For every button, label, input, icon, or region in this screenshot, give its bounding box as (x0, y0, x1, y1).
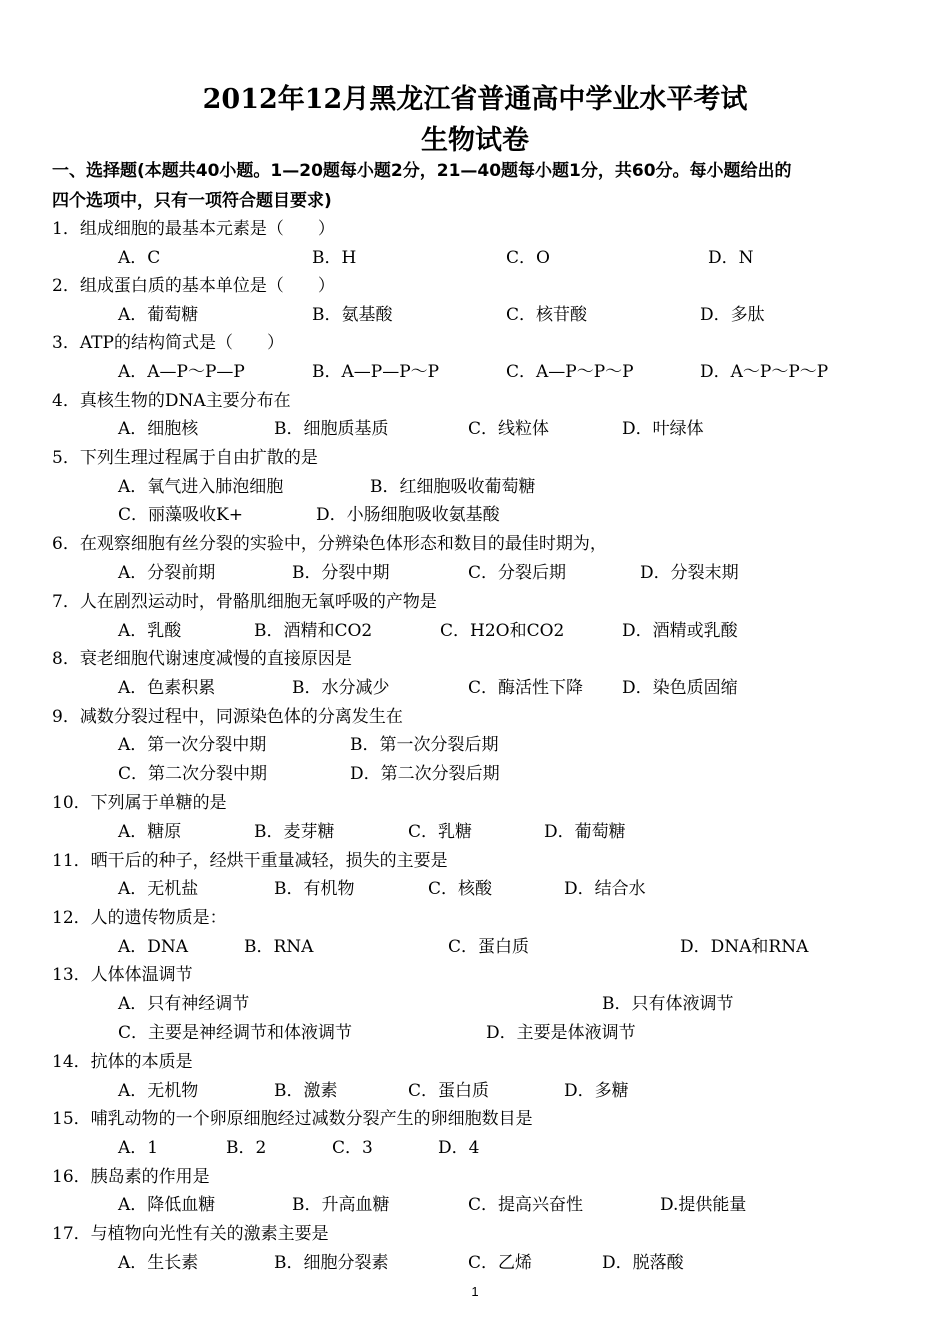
section-heading-line1: 一、选择题(本题共40小题。1—20题每小题2分，21—40题每小题1分，共60分。每小题给出的 (52, 161, 792, 181)
question-stem: 10．下列属于单糖的是 (52, 793, 227, 813)
question-stem: 12．人的遗传物质是： (52, 908, 227, 928)
option: B．有机物 (274, 879, 355, 899)
question-stem: 3．ATP的结构简式是（ ） (52, 333, 284, 353)
option: A．葡萄糖 (118, 305, 199, 325)
option: D．脱落酸 (602, 1253, 684, 1273)
option: C．3 (332, 1138, 373, 1158)
option: D．多肽 (700, 305, 765, 325)
question-stem: 17．与植物向光性有关的激素主要是 (52, 1224, 329, 1244)
option: A．无机盐 (118, 879, 199, 899)
option: B．RNA (244, 937, 314, 957)
option: C．线粒体 (468, 419, 550, 439)
option: A．C (118, 248, 161, 268)
option: D．4 (438, 1138, 480, 1158)
question-stem: 4．真核生物的DNA主要分布在 (52, 391, 291, 411)
option: D．分裂末期 (640, 563, 739, 583)
option: A．A—P～P—P (118, 362, 245, 382)
option: D.提供能量 (660, 1195, 747, 1215)
option: C．酶活性下降 (468, 678, 584, 698)
option: B．细胞质基质 (274, 419, 389, 439)
option: C．A—P～P～P (506, 362, 634, 382)
option: C．分裂后期 (468, 563, 567, 583)
option: D．DNA和RNA (680, 937, 809, 957)
question-stem: 6．在观察细胞有丝分裂的实验中，分辨染色体形态和数目的最佳时期为， (52, 534, 607, 554)
option: D．结合水 (564, 879, 646, 899)
question-stem: 16．胰岛素的作用是 (52, 1167, 210, 1187)
option: C．H2O和CO2 (440, 621, 565, 641)
option: A．生长素 (118, 1253, 199, 1273)
exam-subtitle: 生物试卷 (421, 125, 529, 156)
option: C．提高兴奋性 (468, 1195, 584, 1215)
question-stem: 11．晒干后的种子，经烘干重量减轻，损失的主要是 (52, 851, 448, 871)
option: B．分裂中期 (292, 563, 390, 583)
question-stem: 8．衰老细胞代谢速度减慢的直接原因是 (52, 649, 352, 669)
option: B．第一次分裂后期 (350, 735, 499, 755)
option: D．主要是体液调节 (486, 1023, 636, 1043)
option: C．蛋白质 (408, 1081, 490, 1101)
option: B．细胞分裂素 (274, 1253, 389, 1273)
option: C．丽藻吸收K+ (118, 505, 243, 525)
option: B．氨基酸 (312, 305, 393, 325)
option: B．2 (226, 1138, 267, 1158)
question-stem: 5．下列生理过程属于自由扩散的是 (52, 448, 318, 468)
question-stem: 1．组成细胞的最基本元素是（ ） (52, 219, 335, 239)
option: C．第二次分裂中期 (118, 764, 268, 784)
option: D．第二次分裂后期 (350, 764, 500, 784)
option: A．1 (118, 1138, 159, 1158)
option: B．升高血糖 (292, 1195, 390, 1215)
section-heading-line2: 四个选项中，只有一项符合题目要求) (52, 191, 332, 211)
option: B．麦芽糖 (254, 822, 335, 842)
option: A．无机物 (118, 1081, 199, 1101)
option: C．核苷酸 (506, 305, 588, 325)
question-stem: 14．抗体的本质是 (52, 1052, 193, 1072)
option: A．DNA (118, 937, 189, 957)
option: D．N (708, 248, 754, 268)
option: B．酒精和CO2 (254, 621, 373, 641)
option: A．第一次分裂中期 (118, 735, 267, 755)
page-number: 1 (471, 1284, 479, 1299)
option: C．核酸 (428, 879, 493, 899)
option: B．激素 (274, 1081, 338, 1101)
option: D．A～P～P～P (700, 362, 829, 382)
option: A．色素积累 (118, 678, 216, 698)
option: A．氧气进入肺泡细胞 (118, 477, 284, 497)
option: B．只有体液调节 (602, 994, 734, 1014)
option: B．水分减少 (292, 678, 390, 698)
option: A．乳酸 (118, 621, 182, 641)
option: A．细胞核 (118, 419, 199, 439)
question-stem: 9．减数分裂过程中，同源染色体的分离发生在 (52, 707, 403, 727)
option: C．乙烯 (468, 1253, 533, 1273)
option: C．蛋白质 (448, 937, 530, 957)
option: B．A—P—P～P (312, 362, 440, 382)
exam-title: 2012年12月黑龙江省普通高中学业水平考试 (202, 84, 748, 115)
option: D．小肠细胞吸收氨基酸 (316, 505, 500, 525)
option: D．染色质固缩 (622, 678, 738, 698)
option: B．红细胞吸收葡萄糖 (370, 477, 536, 497)
option: C．O (506, 248, 550, 268)
option: D．酒精或乳酸 (622, 621, 738, 641)
option: B．H (312, 248, 357, 268)
option: A．只有神经调节 (118, 994, 250, 1014)
option: A．分裂前期 (118, 563, 216, 583)
question-stem: 15．哺乳动物的一个卵原细胞经过减数分裂产生的卵细胞数目是 (52, 1109, 533, 1129)
option: A．糖原 (118, 822, 182, 842)
option: C．主要是神经调节和体液调节 (118, 1023, 353, 1043)
question-stem: 2．组成蛋白质的基本单位是（ ） (52, 276, 335, 296)
option: C．乳糖 (408, 822, 473, 842)
option: A．降低血糖 (118, 1195, 216, 1215)
question-stem: 13．人体体温调节 (52, 965, 193, 985)
question-stem: 7．人在剧烈运动时，骨骼肌细胞无氧呼吸的产物是 (52, 592, 437, 612)
option: D．叶绿体 (622, 419, 704, 439)
option: D．葡萄糖 (544, 822, 626, 842)
option: D．多糖 (564, 1081, 629, 1101)
